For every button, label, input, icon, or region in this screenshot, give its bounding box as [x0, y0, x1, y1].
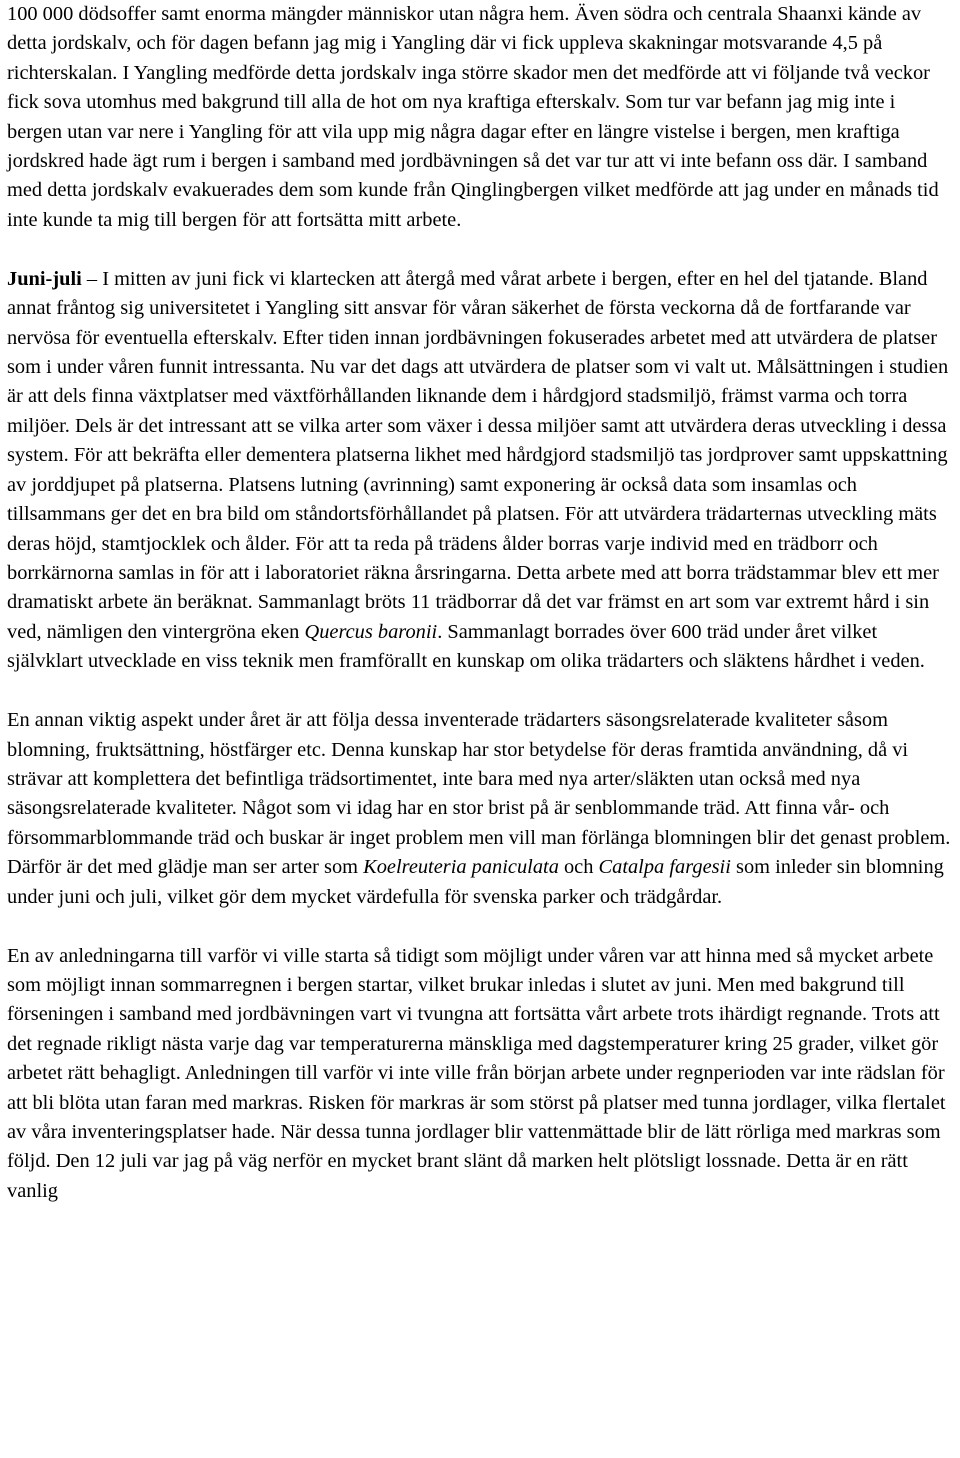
paragraph-text: En av anledningarna till varför vi ville starta så tidigt som möjligt under våren var att hinna med så mycket arbete som möjligt innan sommarregnen i bergen startar, vilket brukar inledas i slutet av juni. Men med bakgrund till förseningen i samband med jordbävningen vart vi tvungna att fortsätta vårt arbete trots ihärdigt regnande. Trots att det regnade rikligt nästa varje dag var temperaturerna mänskliga med dagstemperaturer kring 25 grader, vilket gör arbetet rätt behagligt. Anledningen till varför vi inte ville från början arbete under regnperioden var inte rädslan för att bli blöta utan faran med markras. Risken för markras är som störst på platser med tunna jordlager, vilka flertalet av våra inventeringsplatser hade. När dessa tunna jordlager blir vattenmättade blir de lätt rörliga med markras som följd. Den 12 juli var jag på väg nerför en mycket brant slänt då marken helt plötsligt lossnade. Detta är en rätt vanlig — [7, 944, 946, 1202]
paragraph-earthquake — [7, 0, 955, 235]
paragraph-text: I mitten av juni fick vi klartecken att återgå med vårat arbete i bergen, efter en hel del tjatande. Bland annat fråntog sig universitetet i Yangling sitt ansvar för våran säkerhet de första veckorna då de fortfarande var nervösa för eventuella efterskalv. Efter tiden innan jordbävningen fokuserades arbetet med att utvärdera de platser som i under våren funnit intressanta. Nu var det dags att utvärdera de platser som vi valt ut. Målsättningen i studien är att dels finna växtplatser med växtförhållanden liknande dem i hårdgjord stadsmiljö, främst varma och torra miljöer. Dels är det intressant att se vilka arter som växer i dessa miljöer samt att utvärdera deras utveckling i dessa system. För att bekräfta eller dementera platserna likhet med hårdgjord stadsmiljö tas jordprover samt uppskattning av jorddjupet på platserna. Platsens lutning (avrinning) samt exponering är också data som insamlas och tillsammans ger det en bra bild om ståndortsförhållandet på platsen. För att utvärdera trädarternas utveckling mäts deras höjd, stamtjocklek och ålder. För att ta reda på trädens ålder borras varje individ med en trädborr och borrkärnorna samlas in för att i laboratoriet räkna årsringarna. Detta arbete med att borra trädstammar blev ett mer dramatiskt arbete än beräknat. Sammanlagt bröts 11 trädborrar då det var främst en art som var extremt hård i sin ved, nämligen den vintergröna eken — [7, 267, 949, 643]
species-name: Koelreuteria paniculata — [363, 856, 559, 879]
species-name: Catalpa fargesii — [598, 856, 731, 879]
species-name: Quercus baronii — [304, 620, 438, 643]
section-heading-juni-juli: Juni-juli — [7, 267, 82, 290]
paragraph-text: som inleder sin blomning under juni och juli, vilket gör dem mycket värdefulla för svenska parker och trädgårdar. — [7, 856, 944, 908]
paragraph-text: . Sammanlagt borrades över 600 träd under året vilket självklart utvecklade en viss teknik men framförallt en kunskap om olika trädarters och släktens hårdhet i veden. — [7, 620, 925, 673]
paragraph-seasonal-qualities — [7, 706, 955, 912]
paragraph-june-july — [7, 265, 955, 677]
connector-text: och — [558, 856, 599, 879]
heading-dash: – — [81, 267, 103, 290]
paragraph-text: 100 000 dödsoffer samt enorma mängder människor utan några hem. Även södra och centrala Shaanxi kände av detta jordskalv, och för dagen befann jag mig i Yangling där vi fick uppleva skakningar motsvarande 4,5 på richterskalan. I Yangling medförde detta jordskalv inga större skador men det medförde att vi följande två veckor fick sova utomhus med bakgrund till alla de hot om nya kraftiga efterskalv. Som tur var befann jag mig inte i bergen utan var nere i Yangling för att vila upp mig några dagar efter en längre vistelse i bergen, men kraftiga jordskred hade ägt rum i bergen i samband med jordbävningen så det var tur att vi inte befann oss där. I samband med detta jordskalv evakuerades dem som kunde från Qinglingbergen vilket medförde att jag under en månads tid inte kunde ta mig till bergen för att fortsätta mitt arbete. — [7, 3, 939, 231]
paragraph-rain-season — [7, 942, 955, 1207]
paragraph-text: En annan viktig aspekt under året är att följa dessa inventerade trädarters säsongsrelaterade kvaliteter såsom blomning, fruktsättning, höstfärger etc. Denna kunskap har stor betydelse för deras framtida användning, då vi strävar att komplettera det befintliga trädsortimentet, inte bara med nya arter/släkten utan också med nya säsongsrelaterade kvaliteter. Något som vi idag har en stor brist på är senblommande träd. Att finna vår- och försommarblommande träd och buskar är inget problem men vill man förlänga blomningen blir det genast problem. Därför är det med glädje man ser arter som — [7, 709, 951, 879]
document-page — [7, 0, 955, 1206]
